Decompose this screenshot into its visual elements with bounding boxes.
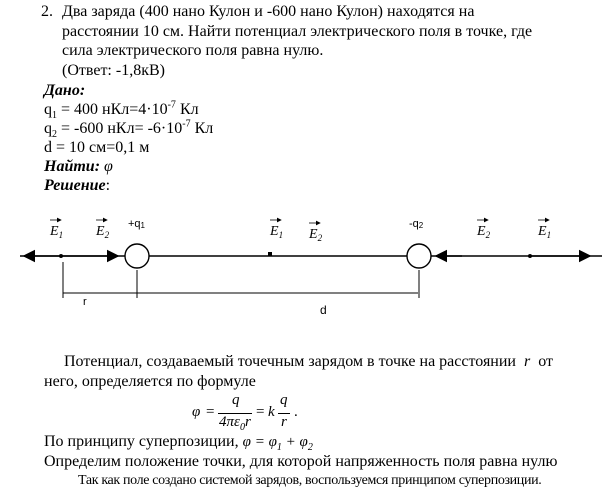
superposition-line: По принципу суперпозиции, $\varphi = \varphi_1 + \varphi_2$	[44, 433, 313, 453]
given-title: Дано:	[44, 82, 86, 99]
potential-line-1: Потенциал, создаваемый точечным зарядом в точке на расстоянии r от	[64, 353, 554, 370]
charge-minus-circle	[407, 244, 431, 268]
label-e1-middle: $E_1$	[270, 224, 284, 240]
label-charge-plus: +q1	[128, 218, 145, 230]
problem-line-1: Два заряда (400 нано Кулон и -600 нано Кулон) находятся на	[62, 3, 475, 20]
label-e1-left: $E_1$	[50, 224, 64, 240]
problem-answer: (Ответ: -1,8кВ)	[62, 61, 165, 79]
point-middle	[268, 252, 272, 256]
problem-number: 2.	[41, 3, 53, 20]
given-distance: d = 10 см=0,1 м	[44, 139, 150, 156]
define-point-line: Определим положение точки, для которой напряженность поля равна нулю	[44, 453, 558, 470]
point-left	[59, 254, 63, 258]
potential-formula: φ = q $4\pi\varepsilon_0r$ = k q r .	[192, 392, 298, 433]
label-e2-middle: $E_2$	[309, 227, 323, 243]
label-e2-right: $E_2$	[477, 224, 491, 240]
label-r: r	[83, 296, 87, 308]
problem-line-2: расстоянии 10 см. Найти потенциал электрического поля в точке, где	[62, 22, 533, 40]
label-e1-right: $E_1$	[538, 224, 552, 240]
solution-label: Решение:	[44, 177, 111, 194]
point-right	[528, 254, 532, 258]
label-charge-minus: -q2	[409, 218, 424, 230]
potential-line-2: него, определяется по формуле	[44, 373, 256, 390]
last-line: Так как поле создано системой зарядов, воспользуемся принципом суперпозиции.	[78, 473, 542, 488]
given-q1: $q_1 = 400$ $нКл=4\cdot 10^{-7}$ Кл	[44, 99, 199, 122]
charge-plus-circle	[125, 244, 149, 268]
given-q2: $q_2 = -600$ $нКл= -6\cdot 10^{-7}$ Кл	[44, 118, 214, 141]
label-e2-left: $E_2$	[96, 224, 110, 240]
find-line: Найти: φ	[44, 158, 113, 175]
problem-line-3: сила электрического поля равна нулю.	[62, 42, 324, 59]
label-d: d	[320, 303, 327, 317]
